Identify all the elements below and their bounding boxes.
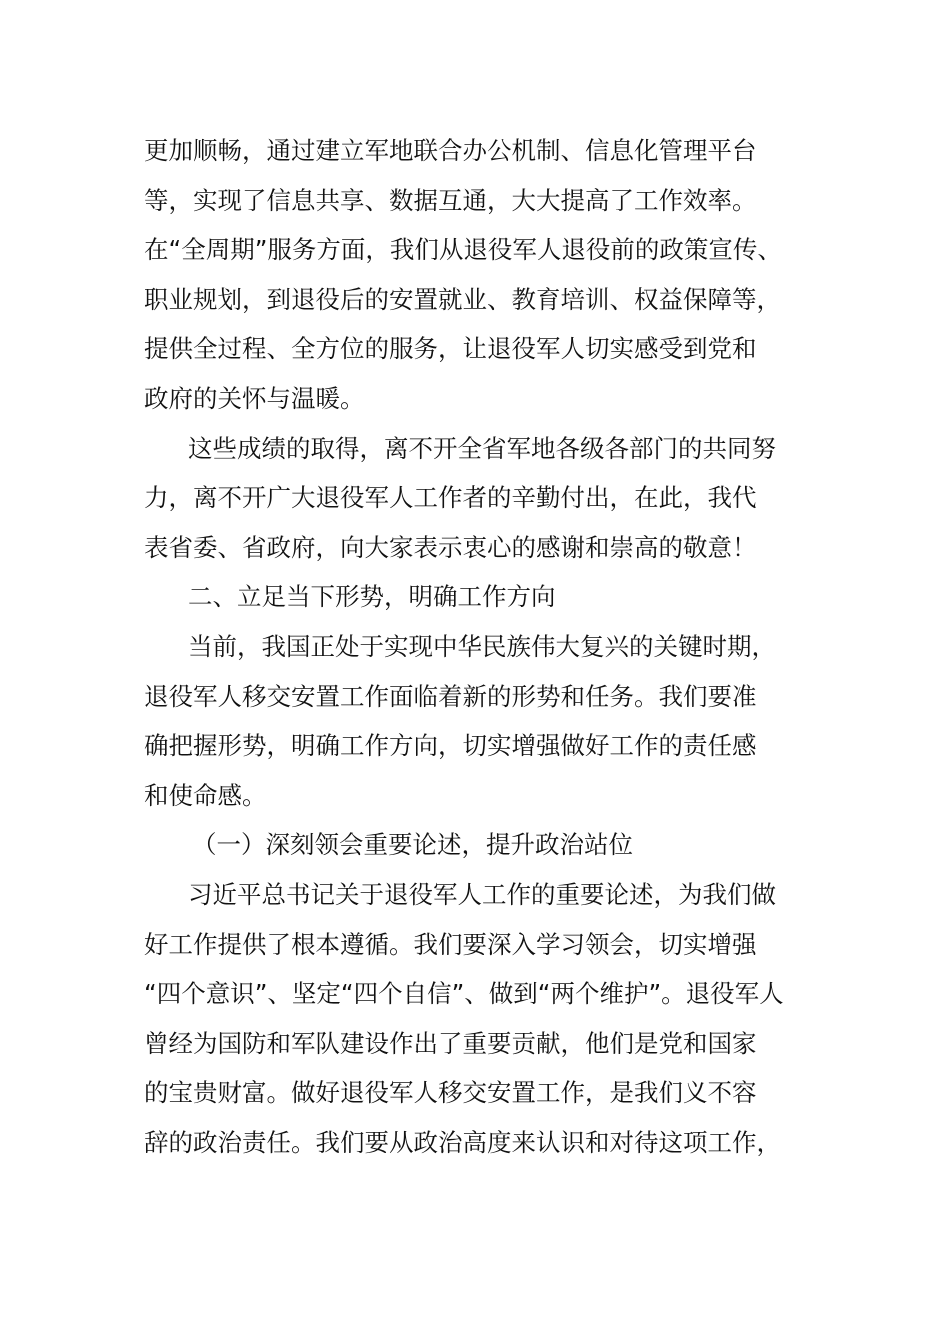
text-line: 辞的政治责任。我们要从政治高度来认识和对待这项工作， — [144, 1127, 781, 1157]
text-line: 力，离不开广大退役军人工作者的辛勤付出，在此，我代 — [144, 483, 757, 513]
text-line: 当前，我国正处于实现中华民族伟大复兴的关键时期， — [188, 631, 776, 661]
text-line: 政府的关怀与温暖。 — [144, 383, 365, 413]
document-body — [144, 126, 824, 1167]
text-line: 等，实现了信息共享、数据互通，大大提高了工作效率。 — [144, 185, 757, 215]
text-line: 这些成绩的取得，离不开全省军地各级各部门的共同努 — [188, 433, 776, 463]
text-line: 职业规划，到退役后的安置就业、教育培训、权益保障等， — [144, 284, 781, 314]
text-line: 曾经为国防和军队建设作出了重要贡献，他们是党和国家 — [144, 1028, 757, 1058]
text-line: “四个意识”、坚定“四个自信”、做到“两个维护”。退役军人 — [144, 979, 784, 1009]
text-line: 习近平总书记关于退役军人工作的重要论述，为我们做 — [188, 879, 776, 909]
text-line: 更加顺畅，通过建立军地联合办公机制、信息化管理平台 — [144, 136, 757, 165]
text-line: 确把握形势，明确工作方向，切实增强做好工作的责任感 — [144, 731, 757, 761]
text-line: 和使命感。 — [144, 780, 267, 810]
text-line: 的宝贵财富。做好退役军人移交安置工作，是我们义不容 — [144, 1078, 757, 1108]
text-line: 提供全过程、全方位的服务，让退役军人切实感受到党和 — [144, 334, 757, 364]
text-line: 表省委、省政府，向大家表示衷心的感谢和崇高的敬意！ — [144, 532, 757, 562]
text-line: 在“全周期”服务方面，我们从退役军人退役前的政策宣传、 — [144, 235, 782, 265]
text-line: 退役军人移交安置工作面临着新的形势和任务。我们要准 — [144, 681, 757, 711]
text-line: （一）深刻领会重要论述，提升政治站位 — [192, 830, 633, 860]
text-line: 好工作提供了根本遵循。我们要深入学习领会，切实增强 — [144, 929, 757, 959]
text-line: 二、立足当下形势，明确工作方向 — [188, 582, 556, 612]
